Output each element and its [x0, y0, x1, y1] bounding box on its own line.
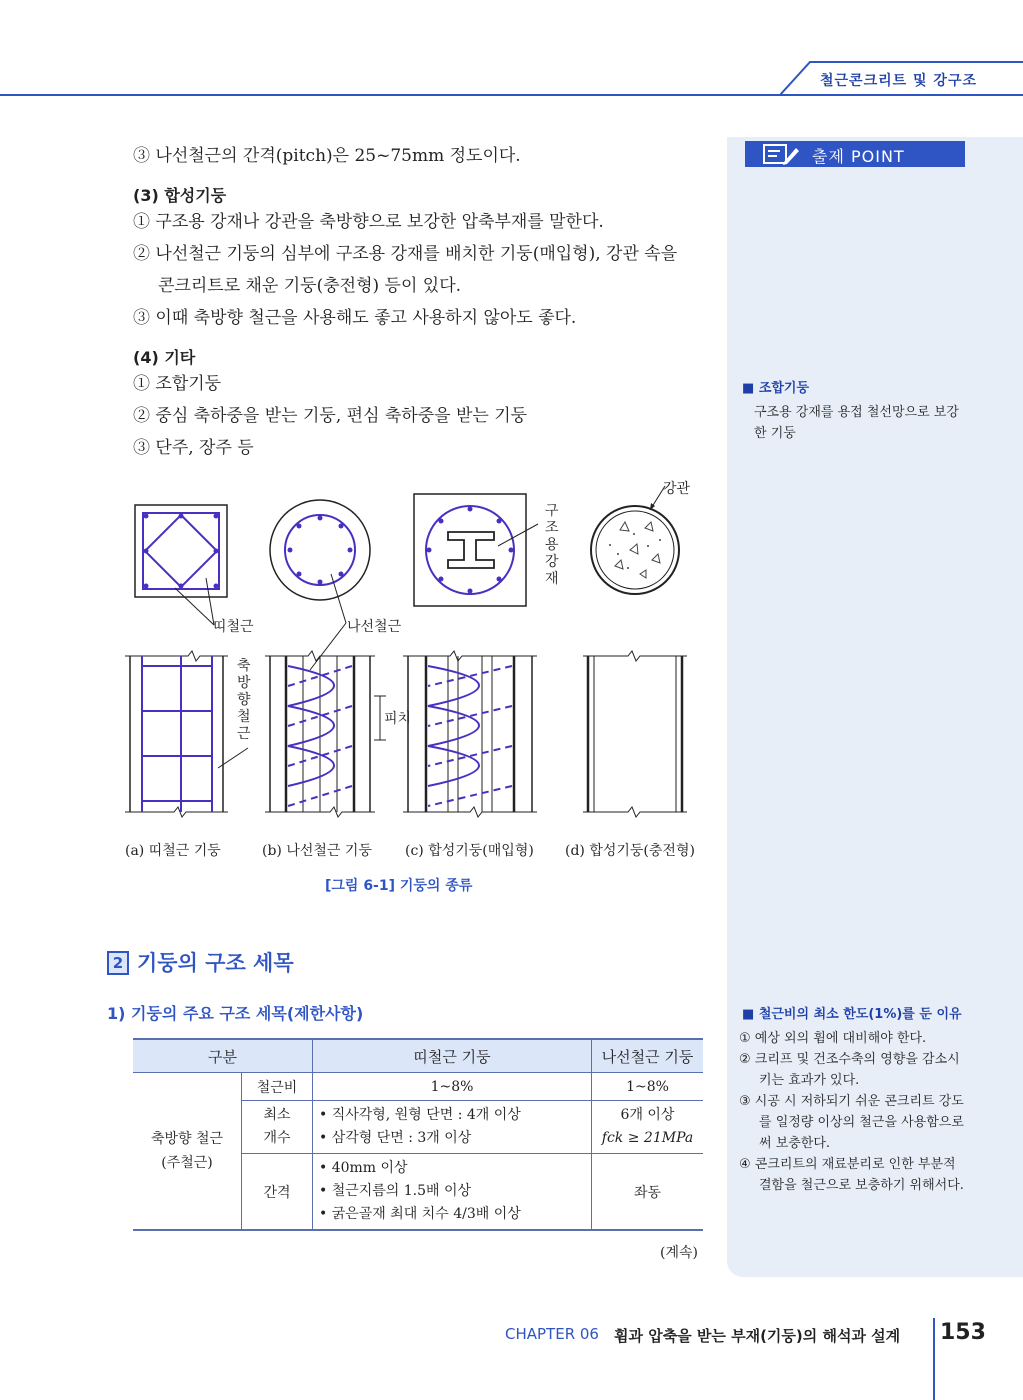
note2-head: ■ 철근비의 최소 한도(1%)를 둔 이유 [742, 1007, 962, 1022]
header-spiral: 나선철근 기둥 [592, 1039, 704, 1073]
composite-item-2: ② 나선철근 기둥의 심부에 구조용 강재를 배치한 기둥(매입형), 강관 속을 [133, 244, 678, 264]
count-spiral [592, 1101, 704, 1154]
count-tied-1: • 직사각형, 원형 단면 : 4개 이상 [319, 1107, 521, 1123]
body-line-pitch: ③ 나선철근의 간격(pitch)은 25~75mm 정도이다. [133, 146, 521, 166]
spacing-spiral: 좌동 [592, 1154, 704, 1231]
group-label-1: 축방향 철근 [150, 1131, 224, 1147]
table-row [133, 1073, 703, 1101]
label-steel-tube: 강관 [663, 481, 691, 497]
count-label-1: 최소 [263, 1107, 291, 1123]
ratio-label: 철근비 [242, 1073, 313, 1101]
section-title: 기둥의 구조 세목 [137, 951, 294, 975]
count-label-2: 개수 [263, 1130, 291, 1146]
caption-tied-column: (a) 띠철근 기둥 [125, 843, 221, 859]
other-item-2: ② 중심 축하중을 받는 기둥, 편심 축하중을 받는 기둥 [133, 406, 528, 426]
composite-item-2-cont: 콘크리트로 채운 기둥(충전형) 등이 있다. [158, 276, 462, 296]
other-item-1: ① 조합기둥 [133, 374, 222, 394]
column-types-figure [120, 470, 720, 830]
spacing-tied-1: • 40mm 이상 [319, 1160, 408, 1176]
count-spiral-2: fck ≥ 21MPa [601, 1130, 694, 1146]
spacing-tied-3: • 굵은골재 최대 치수 4/3배 이상 [319, 1206, 521, 1222]
ratio-tied: 1~8% [313, 1073, 592, 1101]
label-structural-steel: 구조용강재 [545, 503, 559, 587]
note2-item: ② 크리프 및 건조수축의 영향을 감소시키는 효과가 있다. [739, 1052, 960, 1088]
note2-item: ④ 콘크리트의 재료분리로 인한 부분적 결함을 철근으로 보충하기 위해서다. [739, 1157, 964, 1193]
count-spiral-1: 6개 이상 [620, 1107, 675, 1123]
composite-item-3: ③ 이때 축방향 철근을 사용해도 좋고 사용하지 않아도 좋다. [133, 308, 577, 328]
count-tied [313, 1101, 592, 1154]
caption-spiral-column: (b) 나선철근 기둥 [262, 843, 372, 859]
footer-title: 휨과 압축을 받는 부재(기둥)의 해석과 설계 [614, 1327, 901, 1345]
note1-head: ■ 조합기둥 [742, 381, 810, 396]
label-tie-bar: 띠철근 [213, 619, 254, 635]
note1-head-text: 조합기둥 [758, 381, 810, 396]
group-cell [133, 1073, 242, 1231]
composite-item-1: ① 구조용 강재나 강관을 축방향으로 보강한 압축부재를 말한다. [133, 212, 604, 232]
spacing-label: 간격 [242, 1154, 313, 1231]
point-label: 출제 POINT [812, 147, 905, 166]
header-tied: 띠철근 기둥 [313, 1039, 592, 1073]
caption-filled-column: (d) 합성기둥(충전형) [565, 843, 695, 859]
header-category: 구분 [133, 1039, 313, 1073]
other-item-3: ③ 단주, 장주 등 [133, 438, 254, 458]
group-label-2: (주철근) [161, 1155, 213, 1171]
structural-detail-table [133, 1038, 703, 1231]
subhead-composite: (3) 합성기둥 [133, 186, 227, 205]
footer-chapter: CHAPTER 06 [505, 1325, 599, 1343]
label-axial-bar: 축방향철근 [237, 658, 251, 742]
note1-body: 구조용 강재를 용접 철선망으로 보강한 기둥 [754, 405, 959, 441]
label-pitch: 피치 [384, 711, 412, 727]
note2-head-text: 철근비의 최소 한도(1%)를 둔 이유 [758, 1007, 962, 1022]
count-tied-2: • 삼각형 단면 : 3개 이상 [319, 1130, 472, 1146]
subhead-other: (4) 기타 [133, 348, 196, 367]
note2-item: ① 예상 외의 휨에 대비해야 한다. [739, 1031, 927, 1046]
subsection-title: 1) 기둥의 주요 구조 세목(제한사항) [107, 1004, 364, 1023]
spacing-tied-2: • 철근지름의 1.5배 이상 [319, 1183, 472, 1199]
count-label [242, 1101, 313, 1154]
note2-list [739, 1028, 969, 1196]
book-title: 철근콘크리트 및 강구조 [820, 73, 977, 89]
page-number: 153 [940, 1320, 986, 1345]
section-number: 2 [107, 951, 129, 975]
ratio-spiral: 1~8% [592, 1073, 704, 1101]
pencil-note-icon [762, 142, 802, 166]
label-spiral-bar: 나선철근 [347, 619, 402, 635]
note2-item: ③ 시공 시 저하되기 쉬운 콘크리트 강도를 일정량 이상의 철근을 사용함으로써 보충한다. [739, 1094, 964, 1151]
table-continued: (계속) [660, 1245, 698, 1261]
footer-divider [933, 1318, 935, 1400]
table-header-row [133, 1039, 703, 1073]
caption-embedded-column: (c) 합성기둥(매입형) [405, 843, 534, 859]
spacing-tied [313, 1154, 592, 1231]
figure-title: [그림 6-1] 기둥의 종류 [325, 878, 473, 894]
